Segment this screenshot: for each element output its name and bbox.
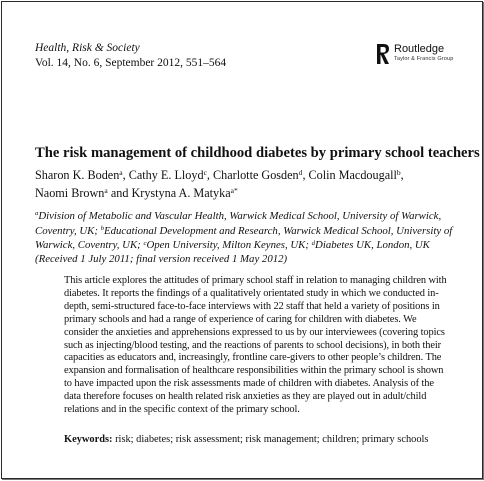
author: Sharon K. Boden$^a$ (35, 167, 123, 182)
journal-header (35, 41, 226, 71)
affiliations: $^a$Division of Metabolic and Vascular Health, Warwick Medical School, University of Warwick, Coventry, UK; $^b$Educational Development and Research, Warwick Medical School, University of Warwick, Coventry, UK; $^c$Open University, Milton Keynes, UK; $^d$Diabetes UK, London, UK (35, 210, 453, 252)
publisher-name: Routledge (394, 43, 445, 55)
author: Colin Macdougall$^b$ (308, 167, 401, 182)
article-title: The risk management of childhood diabetes by primary school teachers (35, 145, 480, 161)
author: Krystyna A. Matyka$^{a*}$ (131, 185, 238, 200)
author: Cathy E. Lloyd$^c$ (128, 167, 207, 182)
keywords (64, 434, 452, 447)
routledge-r-icon (375, 43, 391, 65)
publisher-tagline: Taylor & Francis Group (394, 56, 454, 62)
publisher-logo (375, 43, 475, 69)
received-dates: (Received 1 July 2011; final version received 1 May 2012) (35, 253, 288, 265)
keywords-label: Keywords: (64, 434, 113, 445)
abstract: This article explores the attitudes of primary school staff in relation to managing children with diabetes. It reports the findings of a qualitatively orientated study in which we conducted in-depth, semi-structured face-to-face interviews with 22 staff that held a variety of positions in primary schools and had a range of experience of caring for children with diabetes. We consider the anxieties and apprehensions expressed to us by our interviewees (covering topics such as injecting/blood testing, and the reactions of parents to school decisions), in both their capacities as educators and, increasingly, frontline care-givers to other people’s children. The expansion and formalisation of healthcare responsibilities within the primary school is shown to have impacted upon the risk assessments made of children with diabetes. Analysis of the data therefore focuses on health related risk anxieties as they are played out in adult/child relations and in the specific context of the primary school. (64, 275, 447, 416)
author: Charlotte Gosden$^d$ (213, 167, 303, 182)
journal-name: Health, Risk & Society (35, 42, 140, 54)
author-list: Sharon K. Boden$^a$, Cathy E. Lloyd$^c$, Charlotte Gosden$^d$, Colin Macdougall$^b$, Naomi Brown$^a$ and Krystyna A. Matyka$^{a*}$ (35, 167, 404, 200)
keywords-text: risk; diabetes; risk assessment; risk management; children; primary schools (115, 434, 429, 445)
article-page (1, 1, 483, 479)
author: Naomi Brown$^a$ (35, 185, 108, 200)
journal-volume: Vol. 14, No. 6, September 2012, 551–564 (35, 57, 227, 69)
